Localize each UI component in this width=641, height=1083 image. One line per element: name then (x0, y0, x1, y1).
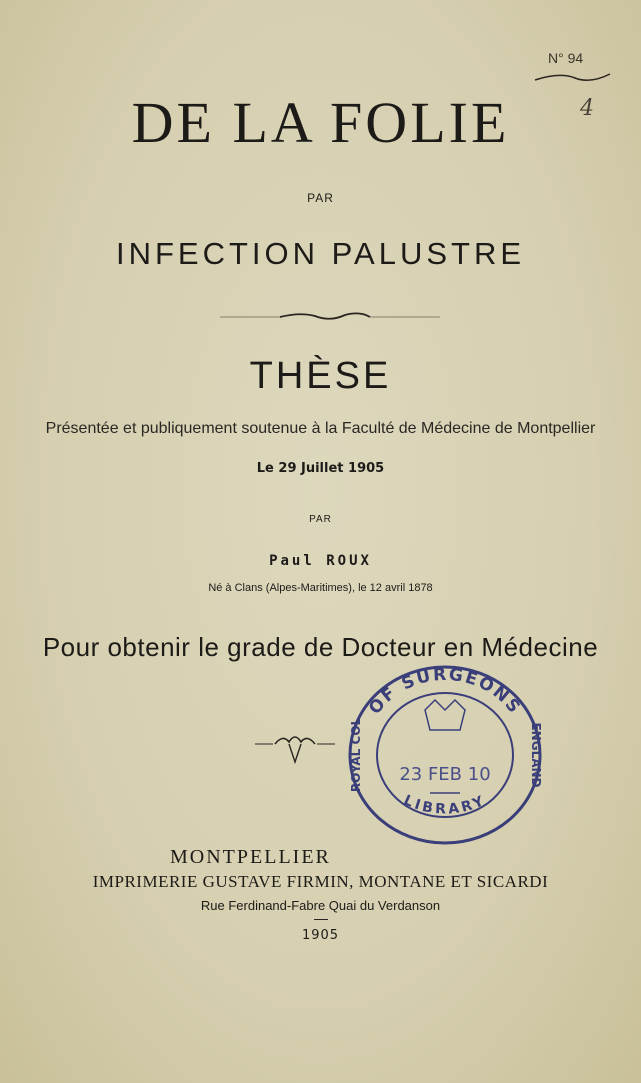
short-rule (314, 919, 328, 920)
publisher-city: MONTPELLIER (170, 846, 331, 868)
printer-ornament (255, 728, 335, 768)
catalog-number: N° 94 (548, 50, 584, 66)
library-stamp (330, 655, 560, 855)
book-title: DE LA FOLIE (131, 90, 510, 155)
stamp-left-text: ROYAL COL (349, 717, 363, 793)
thesis-label: THÈSE (249, 355, 392, 397)
stamp-right-text: ENGLAND (529, 722, 543, 788)
defense-date: Le 29 Juillet 1905 (256, 461, 385, 476)
printer-name: IMPRIMERIE GUSTAVE FIRMIN, MONTANE ET SICARDI (92, 872, 549, 891)
author-name: Paul ROUX (269, 553, 372, 569)
book-subtitle: INFECTION PALUSTRE (115, 236, 526, 271)
ornament-divider (220, 310, 440, 324)
publication-year: 1905 (301, 928, 340, 943)
par-label-2: PAR (309, 514, 332, 525)
stamp-bottom-text: LIBRARY (401, 792, 489, 818)
svg-text:LIBRARY (401, 792, 489, 817)
par-label-1: PAR (307, 191, 334, 205)
stamp-date: 23 FEB 10 (399, 764, 491, 785)
stamp-top-text: OF SURGEONS (365, 664, 526, 719)
printer-address: Rue Ferdinand-Fabre Quai du Verdanson (200, 898, 441, 913)
crest-icon (425, 700, 465, 730)
presented-line: Présentée et publiquement soutenue à la Faculté de Médecine de Montpellier (45, 420, 596, 437)
handwritten-mark: 4 (580, 96, 594, 121)
author-birth: Né à Clans (Alpes-Maritimes), le 12 avril 1878 (208, 582, 433, 594)
degree-line: Pour obtenir le grade de Docteur en Médecine (42, 632, 599, 662)
